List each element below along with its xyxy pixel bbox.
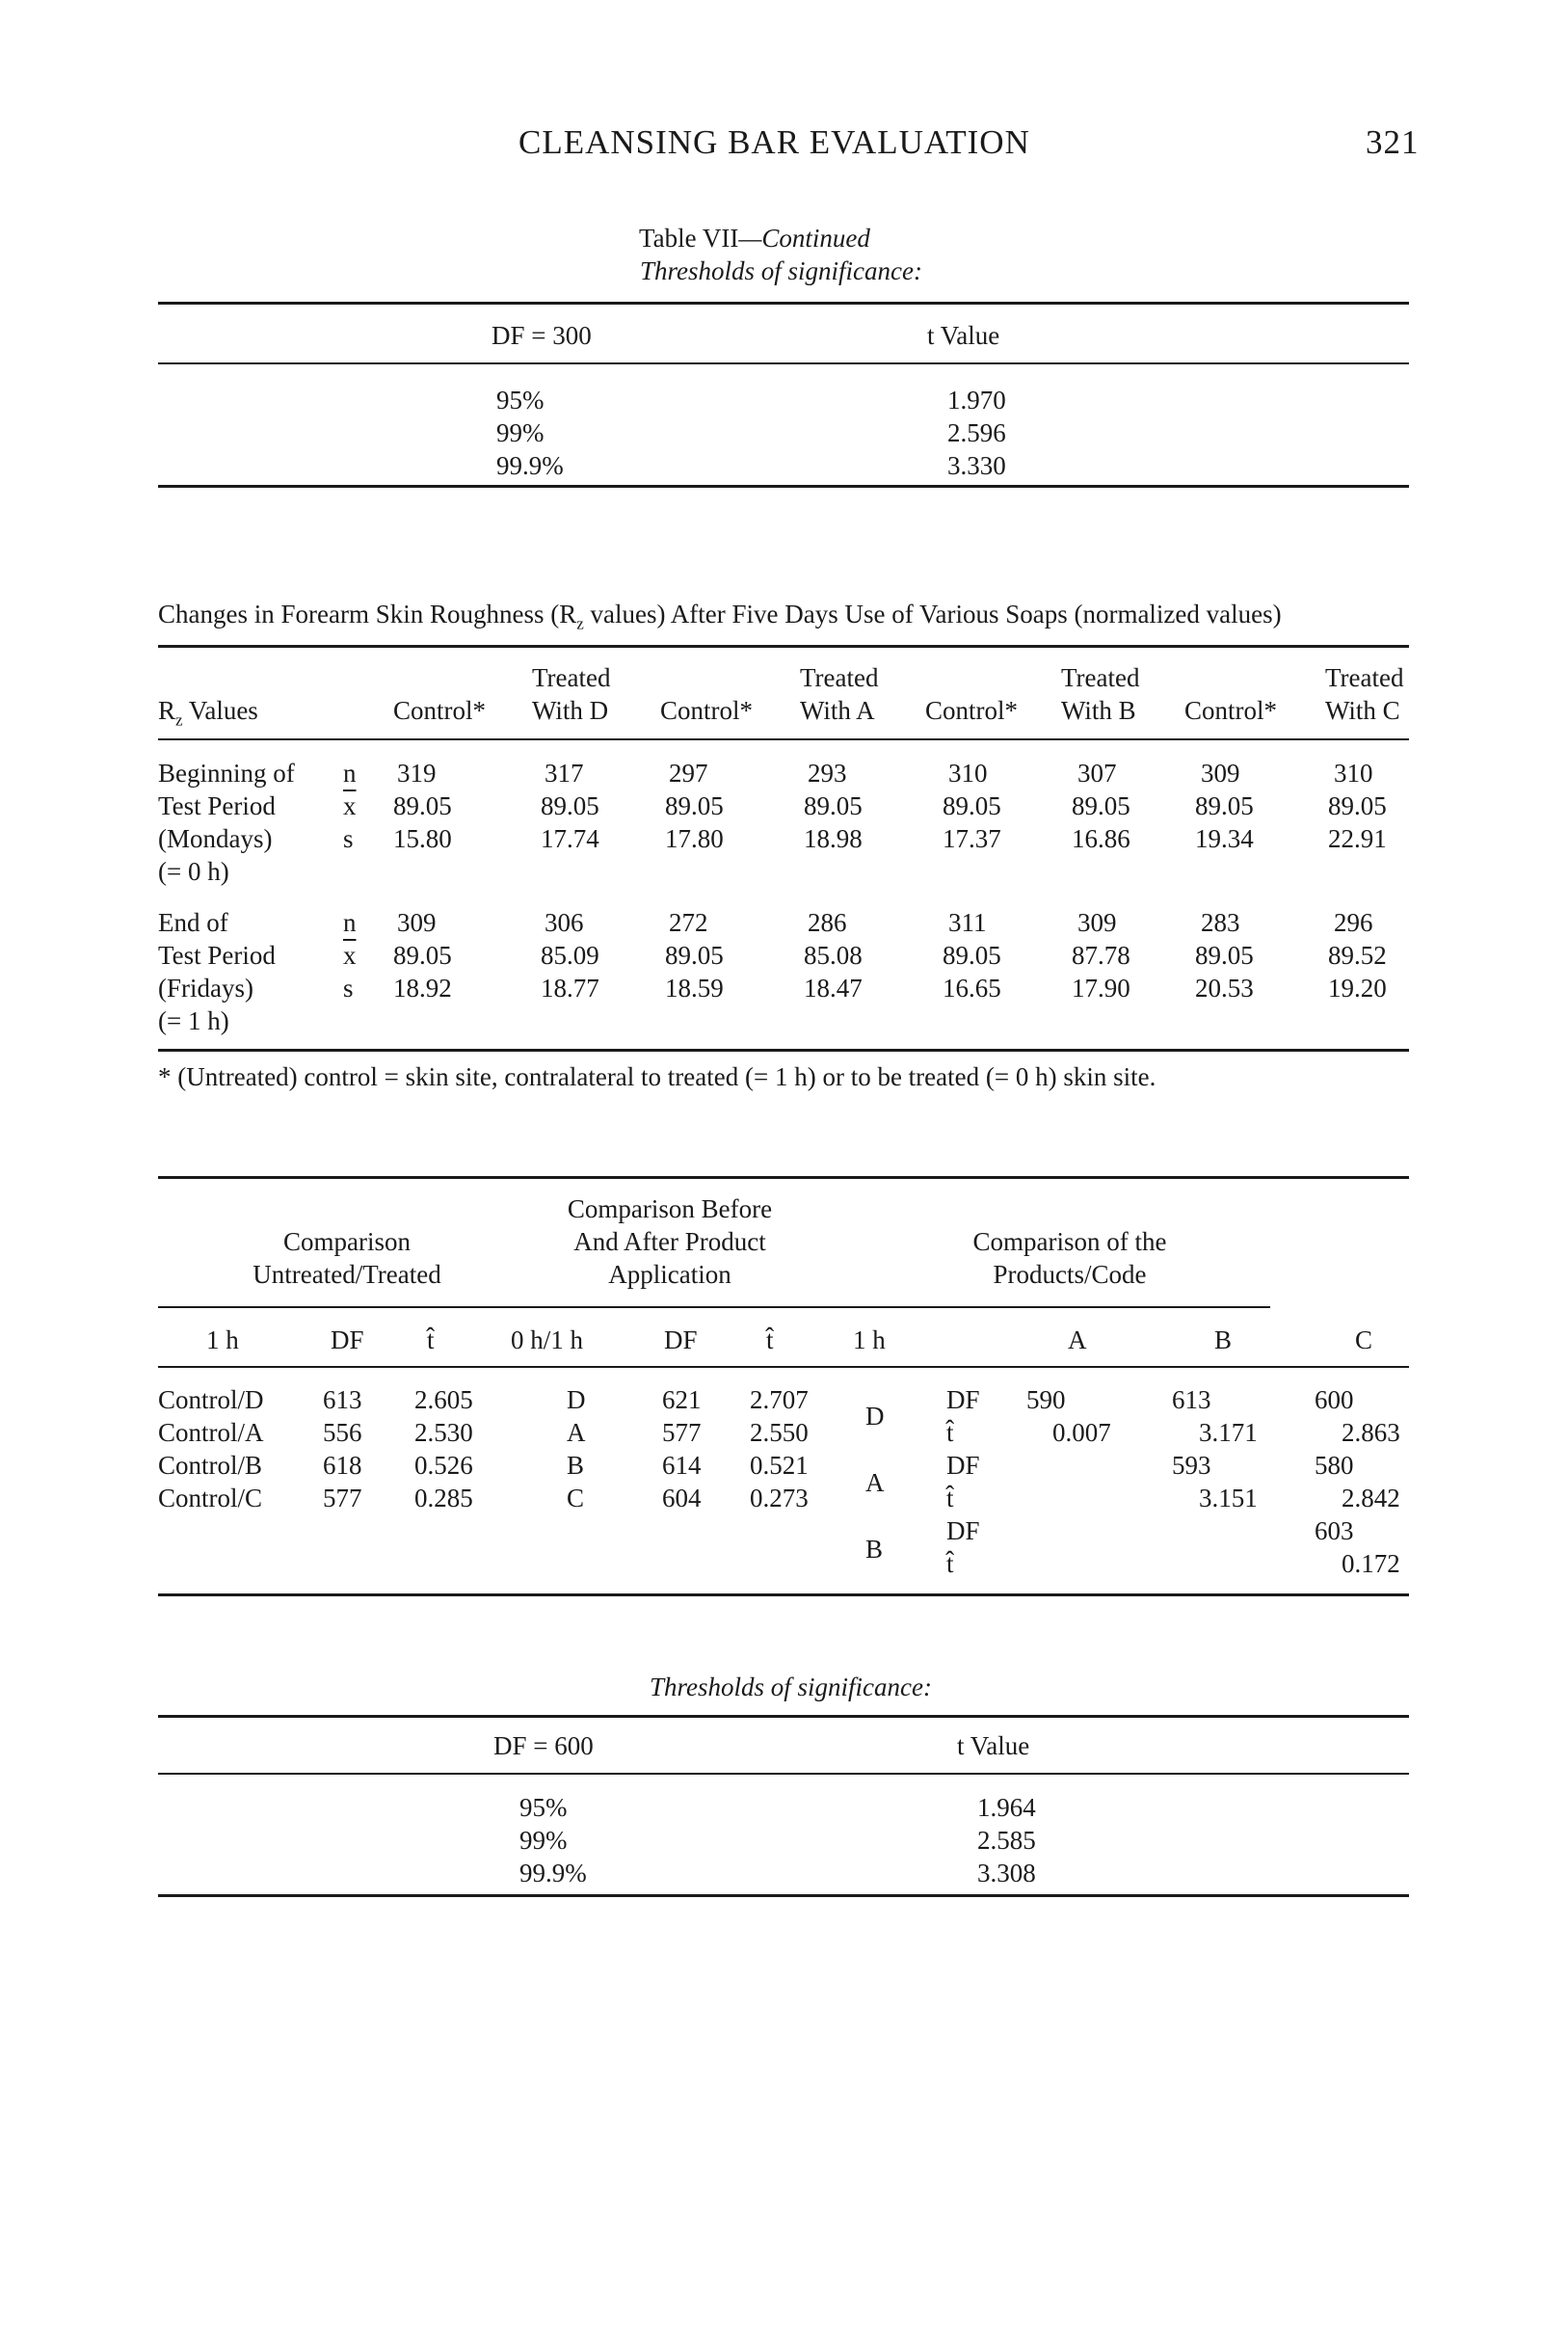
cell: 87.78 <box>1072 941 1130 970</box>
cell: C <box>567 1484 585 1512</box>
table-vii-t-values <box>947 384 1006 482</box>
table-vii-top-rule <box>158 302 1409 305</box>
group-label: End of <box>158 908 228 937</box>
level: 99.9% <box>519 1859 587 1887</box>
group-label: (Mondays) <box>158 824 273 853</box>
prod-a-t: 0.007 <box>1052 1418 1111 1447</box>
col-head: Control* <box>393 696 487 725</box>
comparison-sub-rule <box>158 1366 1409 1368</box>
cell: 2.530 <box>414 1418 473 1447</box>
level: 99% <box>496 418 545 447</box>
head-line: Untreated/Treated <box>252 1260 441 1289</box>
thresholds-600-bottom-rule <box>158 1894 1409 1897</box>
thresholds-600-mid-rule <box>158 1773 1409 1775</box>
group-label: (Fridays) <box>158 974 253 1003</box>
end-col-7 <box>1328 906 1387 1004</box>
cell: 89.05 <box>804 791 863 820</box>
cell: 319 <box>397 759 437 788</box>
level: 95% <box>496 386 545 415</box>
prod-a-df: 590 <box>1026 1385 1066 1414</box>
cell: 317 <box>545 759 584 788</box>
cell: 18.92 <box>393 974 452 1003</box>
rz-post: Values <box>182 696 258 725</box>
stat-n: n <box>343 908 357 937</box>
mid-t <box>750 1383 809 1514</box>
begin-col-0 <box>393 757 452 855</box>
cell: 89.05 <box>665 791 724 820</box>
cell: 577 <box>662 1418 702 1447</box>
row-label: DF <box>946 1516 980 1545</box>
cell: 16.86 <box>1072 824 1130 853</box>
thresholds-600-levels <box>519 1791 587 1889</box>
roughness-bottom-rule <box>158 1049 1409 1052</box>
caption-pre: Changes in Forearm Skin Roughness (R <box>158 600 577 629</box>
group-begin-labels <box>158 757 295 888</box>
group-label: (= 1 h) <box>158 1006 229 1035</box>
roughness-footnote: * (Untreated) control = skin site, contralateral to treated (= 1 h) or to be treated (= 0 h) skin site. <box>158 1062 1156 1091</box>
row-label: DF <box>946 1451 980 1480</box>
prod-c-t: 0.172 <box>1342 1549 1400 1578</box>
roughness-header-rule <box>158 738 1409 740</box>
group-end-labels <box>158 906 276 1037</box>
cell: 310 <box>1334 759 1373 788</box>
page-number: 321 <box>1366 123 1420 161</box>
cell: 89.05 <box>1072 791 1130 820</box>
cell: 309 <box>1201 759 1240 788</box>
table-vii-bottom-rule <box>158 485 1409 488</box>
table-vii-title-suffix: —Continued <box>738 224 870 253</box>
row-name: Control/C <box>158 1484 263 1512</box>
cell: 16.65 <box>943 974 1001 1003</box>
sub-1h: 1 h <box>853 1325 886 1354</box>
group-label: Test Period <box>158 941 276 970</box>
stat-mean: $\overline{x}$ <box>343 941 357 970</box>
cell: B <box>567 1451 585 1480</box>
comparison-top-rule <box>158 1176 1409 1179</box>
begin-col-3 <box>804 757 863 855</box>
head-line: Application <box>608 1260 731 1289</box>
table-vii-subtitle: Thresholds of significance: <box>640 256 922 285</box>
caption-post: values) After Five Days Use of Various Soaps (normalized values) <box>583 600 1282 629</box>
end-col-5 <box>1072 906 1130 1004</box>
sub-df: DF <box>331 1325 364 1354</box>
comparison-head-2 <box>540 1192 800 1291</box>
cell: 0.521 <box>750 1451 809 1480</box>
cell: 19.20 <box>1328 974 1387 1003</box>
cell: 17.74 <box>541 824 599 853</box>
col-head: Control* <box>1184 696 1278 725</box>
thresholds-600-t-values <box>977 1791 1036 1889</box>
head-line: Comparison <box>283 1227 411 1256</box>
end-col-6 <box>1195 906 1254 1004</box>
sub-0h1h: 0 h/1 h <box>511 1325 584 1354</box>
roughness-caption <box>158 598 1282 640</box>
cell: 2.550 <box>750 1418 809 1447</box>
cell: 604 <box>662 1484 702 1512</box>
cell: 89.05 <box>1328 791 1387 820</box>
level: 99% <box>519 1826 568 1855</box>
cell: 18.47 <box>804 974 863 1003</box>
caption-sub: z <box>576 614 584 633</box>
stat-n: n <box>343 759 357 788</box>
cell: 309 <box>397 908 437 937</box>
rz-sub: z <box>175 710 183 730</box>
table-vii-t-header: t Value <box>927 321 1000 350</box>
table-vii-title-main: Table VII <box>639 224 739 253</box>
cell: 20.53 <box>1195 974 1254 1003</box>
col-head: With A <box>800 696 875 725</box>
cell: 0.526 <box>414 1451 473 1480</box>
cell: 618 <box>323 1451 362 1480</box>
level: 99.9% <box>496 451 564 480</box>
stat-s: s <box>343 824 354 853</box>
table-vii-df-header: DF = 300 <box>492 321 592 350</box>
cell: 85.09 <box>541 941 599 970</box>
left-df <box>323 1383 362 1514</box>
sub-c: C <box>1355 1325 1373 1354</box>
stat-s: s <box>343 974 354 1003</box>
prod-b-t: 3.151 <box>1199 1484 1258 1512</box>
cell: 614 <box>662 1451 702 1480</box>
cell: 307 <box>1077 759 1117 788</box>
comparison-bottom-rule <box>158 1593 1409 1596</box>
cell: 89.05 <box>393 941 452 970</box>
row-name: Control/D <box>158 1385 264 1414</box>
cell: 0.273 <box>750 1484 809 1512</box>
cell: 17.90 <box>1072 974 1130 1003</box>
begin-col-5 <box>1072 757 1130 855</box>
end-col-4 <box>943 906 1001 1004</box>
mid-codes <box>567 1383 586 1514</box>
t-value: 3.330 <box>947 451 1006 480</box>
left-names <box>158 1383 264 1514</box>
end-col-3 <box>804 906 863 1004</box>
t-value: 2.596 <box>947 418 1006 447</box>
cell: 577 <box>323 1484 362 1512</box>
cell: 2.605 <box>414 1385 473 1414</box>
rz-values-label <box>158 694 258 736</box>
col-head-top: Treated <box>532 663 611 692</box>
cell: 556 <box>323 1418 362 1447</box>
cell: 309 <box>1077 908 1117 937</box>
row-name: Control/A <box>158 1418 264 1447</box>
sub-t: t̂ <box>766 1325 774 1354</box>
prod-c-df: 580 <box>1315 1451 1354 1480</box>
sub-b: B <box>1214 1325 1233 1354</box>
t-value: 1.970 <box>947 386 1006 415</box>
head-line: And After Product <box>573 1227 766 1256</box>
cell: 286 <box>808 908 847 937</box>
cell: 89.05 <box>1195 941 1254 970</box>
prod-c-t: 2.842 <box>1342 1484 1400 1512</box>
thresholds-600-t-header: t Value <box>957 1731 1030 1760</box>
prod-b-t: 3.171 <box>1199 1418 1258 1447</box>
prod-code-d: D <box>865 1402 885 1431</box>
t-value: 3.308 <box>977 1859 1036 1887</box>
rz-main: R <box>158 696 176 725</box>
col-head: Control* <box>925 696 1019 725</box>
cell: 18.77 <box>541 974 599 1003</box>
head-line: Products/Code <box>993 1260 1147 1289</box>
begin-col-1 <box>541 757 599 855</box>
cell: A <box>567 1418 586 1447</box>
cell: 89.05 <box>665 941 724 970</box>
row-label: t̂ <box>946 1418 954 1447</box>
col-head-top: Treated <box>1061 663 1140 692</box>
left-t <box>414 1383 473 1514</box>
cell: 621 <box>662 1385 702 1414</box>
cell: 272 <box>669 908 708 937</box>
cell: D <box>567 1385 586 1414</box>
cell: 85.08 <box>804 941 863 970</box>
stat-mean: $\overline{x}$ <box>343 791 357 820</box>
cell: 18.59 <box>665 974 724 1003</box>
group-label: Test Period <box>158 791 276 820</box>
row-label: DF <box>946 1385 980 1414</box>
cell: 297 <box>669 759 708 788</box>
cell: 310 <box>948 759 988 788</box>
col-head: Control* <box>660 696 754 725</box>
cell: 89.05 <box>541 791 599 820</box>
cell: 283 <box>1201 908 1240 937</box>
end-col-2 <box>665 906 724 1004</box>
thresholds-600-df-header: DF = 600 <box>493 1731 594 1760</box>
comparison-head-3 <box>944 1225 1195 1291</box>
prod-code-a: A <box>865 1468 885 1497</box>
col-head: With C <box>1325 696 1400 725</box>
prod-code-b: B <box>865 1535 884 1564</box>
level: 95% <box>519 1793 568 1822</box>
row-label: t̂ <box>946 1549 954 1578</box>
table-vii-title <box>639 222 870 254</box>
begin-col-6 <box>1195 757 1254 855</box>
table-vii-levels <box>496 384 564 482</box>
sub-1h: 1 h <box>206 1325 239 1354</box>
table-vii-mid-rule <box>158 362 1409 364</box>
row-name: Control/B <box>158 1451 263 1480</box>
sub-a: A <box>1068 1325 1087 1354</box>
cell: 17.37 <box>943 824 1001 853</box>
cell: 89.52 <box>1328 941 1387 970</box>
thresholds-600-top-rule <box>158 1715 1409 1718</box>
cell: 89.05 <box>943 941 1001 970</box>
cell: 18.98 <box>804 824 863 853</box>
col-head: With B <box>1061 696 1136 725</box>
comparison-head-1 <box>246 1225 448 1291</box>
row-label: t̂ <box>946 1484 954 1512</box>
cell: 296 <box>1334 908 1373 937</box>
sub-t: t̂ <box>427 1325 435 1354</box>
group-label: Beginning of <box>158 759 295 788</box>
cell: 89.05 <box>1195 791 1254 820</box>
cell: 17.80 <box>665 824 724 853</box>
col-head: With D <box>532 696 609 725</box>
roughness-top-rule <box>158 645 1409 648</box>
comparison-head-rule <box>158 1306 1270 1308</box>
end-col-1 <box>541 906 599 1004</box>
prod-c-t: 2.863 <box>1342 1418 1400 1447</box>
cell: 89.05 <box>393 791 452 820</box>
head-line: Comparison Before <box>567 1194 773 1223</box>
cell: 311 <box>948 908 987 937</box>
group-begin-stats <box>343 757 357 855</box>
running-title: CLEANSING BAR EVALUATION <box>518 123 1030 161</box>
prod-b-df: 613 <box>1172 1385 1211 1414</box>
col-head-top: Treated <box>1325 663 1404 692</box>
cell: 293 <box>808 759 847 788</box>
begin-col-7 <box>1328 757 1387 855</box>
cell: 89.05 <box>943 791 1001 820</box>
t-value: 2.585 <box>977 1826 1036 1855</box>
group-label: (= 0 h) <box>158 857 229 886</box>
group-end-stats <box>343 906 357 1004</box>
prod-c-df: 600 <box>1315 1385 1354 1414</box>
end-col-0 <box>393 906 452 1004</box>
begin-col-4 <box>943 757 1001 855</box>
col-head-top: Treated <box>800 663 879 692</box>
t-value: 1.964 <box>977 1793 1036 1822</box>
prod-b-df: 593 <box>1172 1451 1211 1480</box>
sub-df: DF <box>664 1325 698 1354</box>
cell: 2.707 <box>750 1385 809 1414</box>
thresholds-600-subtitle: Thresholds of significance: <box>650 1672 932 1701</box>
cell: 15.80 <box>393 824 452 853</box>
cell: 613 <box>323 1385 362 1414</box>
mid-df <box>662 1383 702 1514</box>
prod-row-labels <box>946 1383 980 1580</box>
prod-c-df: 603 <box>1315 1516 1354 1545</box>
head-line: Comparison of the <box>972 1227 1167 1256</box>
cell: 22.91 <box>1328 824 1387 853</box>
cell: 0.285 <box>414 1484 473 1512</box>
begin-col-2 <box>665 757 724 855</box>
cell: 19.34 <box>1195 824 1254 853</box>
cell: 306 <box>545 908 584 937</box>
